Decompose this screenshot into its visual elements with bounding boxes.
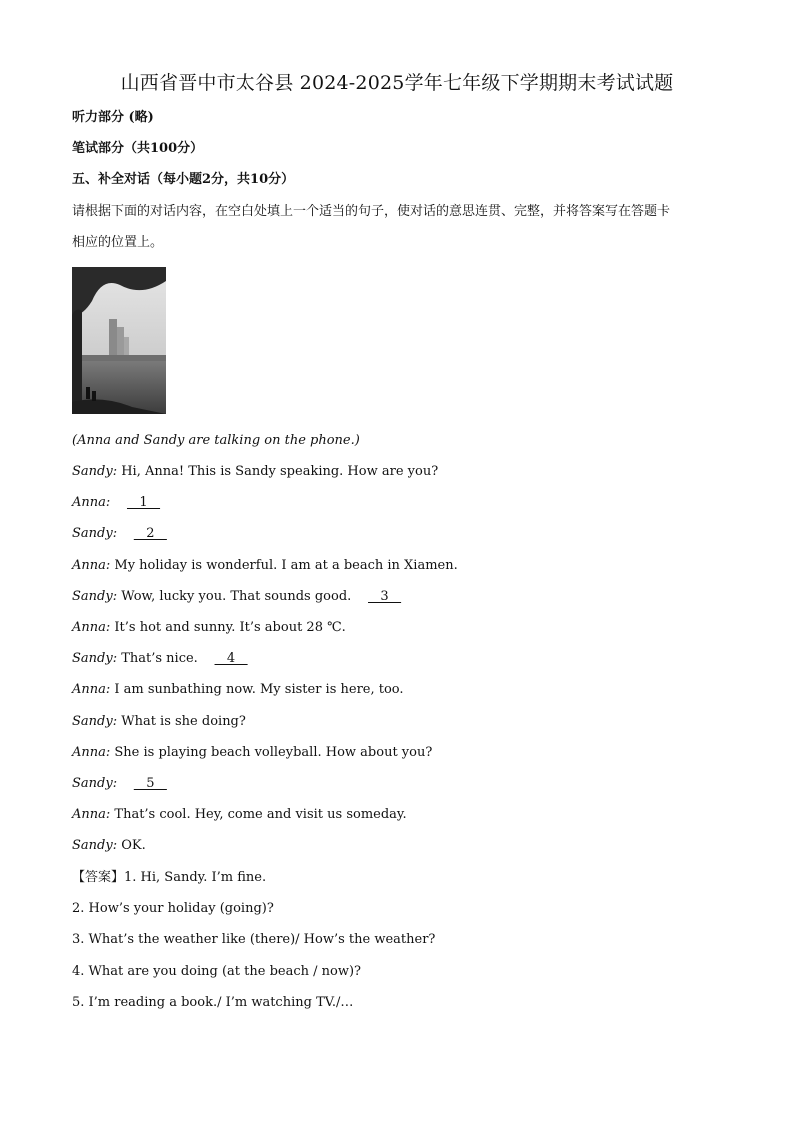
section-five-heading: 五、补全对话（每小题2分，共10分）: [72, 172, 295, 187]
dialogue-line: [72, 806, 407, 824]
answer-blank-2[interactable]: 2: [133, 526, 167, 542]
dialogue-text: My holiday is wonderful. I am at a beach in Xiamen.: [110, 557, 458, 573]
answer-line: 5. I’m reading a book./ I’m watching TV./…: [72, 994, 354, 1010]
dialogue-line: [72, 837, 146, 855]
answer-blank-1[interactable]: 1: [126, 495, 161, 511]
listening-heading: 听力部分 (略): [72, 110, 154, 125]
dialogue-line: [72, 681, 404, 699]
dialogue-text: She is playing beach volleyball. How about you?: [110, 744, 433, 760]
speaker-name: Sandy:: [72, 713, 118, 729]
speaker-name: Sandy:: [72, 526, 118, 542]
speaker-name: Anna:: [72, 495, 111, 511]
dialogue-text: Hi, Anna! This is Sandy speaking. How are you?: [117, 464, 439, 479]
beach-photo-image: [72, 267, 166, 414]
dialogue-text: That’s cool. Hey, come and visit us someday.: [110, 807, 407, 823]
dialogue-line: [72, 557, 458, 575]
answer-blank-4[interactable]: 4: [214, 651, 248, 667]
speaker-name: Sandy:: [72, 776, 118, 791]
dialogue-line: [72, 650, 256, 668]
speaker-name: Sandy:: [72, 464, 118, 479]
written-heading: 笔试部分（共100分）: [72, 141, 204, 156]
answer-blank-5[interactable]: 5: [133, 776, 167, 791]
answer-line: 4. What are you doing (at the beach / now)?: [72, 963, 362, 979]
speaker-name: Sandy:: [72, 588, 118, 604]
instruction-line-1: 请根据下面的对话内容，在空白处填上一个适当的句子，使对话的意思连贯、完整，并将答案写在答题卡: [72, 204, 671, 219]
dialogue-text: What is she doing?: [117, 713, 246, 729]
instruction-line-2: 相应的位置上。: [72, 235, 164, 250]
answer-line: 3. What’s the weather like (there)/ How’s the weather?: [72, 932, 436, 948]
speaker-name: Anna:: [72, 557, 111, 573]
speaker-name: Anna:: [72, 620, 111, 635]
speaker-name: Sandy:: [72, 651, 118, 667]
speaker-name: Sandy:: [72, 838, 118, 854]
answer-line: 【答案】1. Hi, Sandy. I’m fine.: [72, 870, 267, 885]
dialogue-line: [72, 588, 410, 606]
speaker-name: Anna:: [72, 744, 111, 760]
beach-photo: [72, 267, 166, 414]
scene-note: (Anna and Sandy are talking on the phone.): [72, 433, 360, 448]
speaker-name: Anna:: [72, 682, 111, 698]
answer-blank-3[interactable]: 3: [368, 588, 402, 604]
dialogue-text: That’s nice.: [117, 651, 198, 667]
dialogue-line: [72, 494, 169, 512]
dialogue-text: Wow, lucky you. That sounds good.: [117, 588, 352, 604]
speaker-name: Anna:: [72, 807, 111, 823]
dialogue-text: OK.: [117, 838, 146, 854]
dialogue-text: It’s hot and sunny. It’s about 28 ℃.: [110, 620, 346, 635]
answer-line: 2. How’s your holiday (going)?: [72, 901, 274, 917]
dialogue-line: [72, 463, 438, 481]
dialogue-line: [72, 713, 246, 731]
dialogue-line: [72, 744, 432, 762]
dialogue-line: [72, 619, 346, 637]
page-title: 山西省晋中市太谷县 2024-2025学年七年级下学期期末考试试题: [120, 72, 674, 94]
dialogue-line: [72, 775, 175, 793]
dialogue-text: I am sunbathing now. My sister is here, too.: [110, 682, 404, 698]
dialogue-line: [72, 525, 175, 543]
